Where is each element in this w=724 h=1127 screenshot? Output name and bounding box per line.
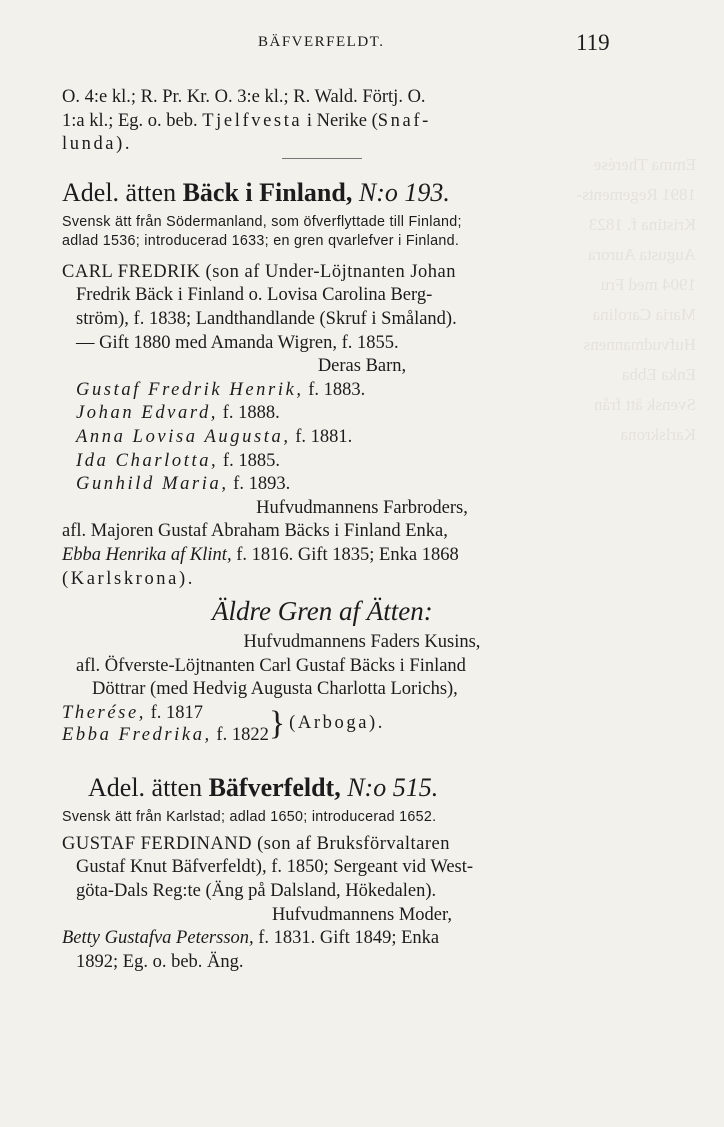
daughters-block [62,702,662,746]
family-ennoblement-back: adlad 1536; introducerad 1633; en gren qvarlefver i Finland. [62,232,460,249]
running-head: BÄFVERFELDT. [258,34,385,50]
children-heading: Deras Barn, [317,356,407,377]
uncle-line-1: afl. Majoren Gustaf Abraham Bäcks i Finland Enka, [62,521,448,542]
intro-line-3: lunda). [62,134,133,155]
cousin-heading: Hufvudmannens Faders Kusins, [243,632,481,653]
mother-heading: Hufvudmannens Moder, [271,904,453,925]
daughters-place: (Arboga). [289,713,385,734]
last-line: 1892; Eg. o. beb. Äng. [76,951,244,972]
uncle-heading: Hufvudmannens Farbroders, [256,497,468,518]
bleed-through-text: Emma Therése 1891 Regements- Kristina f. 1823 Augusta Aurora 1904 med Fru Maria Carolina Hufvudmannens Enka Ebba Svensk ätt från Karlskrona [576,155,696,444]
family-name-back: Bäck i Finland, [182,177,353,207]
page-header [0,30,724,60]
place-name: Tjelfvesta [202,110,303,131]
bio-line-3: ström), f. 1838; Landthandlande (Skruf i Småland). [76,308,457,329]
intro-line-1: O. 4:e kl.; R. Pr. Kr. O. 3:e kl.; R. Wald. Förtj. O. [62,87,426,107]
bio-line-4: — Gift 1880 med Amanda Wigren, f. 1855. [76,332,399,353]
page-number: 119 [576,30,610,55]
mother-line: Betty Gustafva Petersson, f. 1831. Gift 1849; Enka [62,928,440,949]
bio2-line-1: GUSTAF FERDINAND (son af Bruksförvaltaren [62,833,450,854]
uncle-widow-line: Ebba Henrika af Klint, f. 1816. Gift 1835; Enka 1868 [62,544,459,565]
child-item: Gustaf Fredrik Henrik, f. 1883. [76,379,366,400]
bio2-line-3: göta-Dals Reg:te (Äng på Dalsland, Hökedalen). [76,881,437,902]
child-item: Johan Edvard, f. 1888. [76,403,280,424]
page-content [62,86,662,974]
child-item: Ida Charlotta, f. 1885. [76,450,280,471]
daughter-item: Therése, f. 1817 [62,702,204,723]
bio-line-1: CARL FREDRIK (son af Under-Löjtnanten Johan [62,261,456,282]
family-origin-bafverfeldt: Svensk ätt från Karlstad; adlad 1650; introducerad 1652. [62,808,437,825]
family-name-bafverfeldt: Bäfverfeldt, [208,772,341,802]
uncle-line-3: (Karlskrona). [62,568,195,589]
bio-line-2: Fredrik Bäck i Finland o. Lovisa Carolina Berg- [76,285,433,306]
brace-glyph: } [268,704,286,742]
head-of-family-bafverfeldt [62,833,662,904]
cousin-line-1: afl. Öfverste-Löjtnanten Carl Gustaf Bäcks i Finland [76,655,466,676]
older-branch-heading: Äldre Gren af Ätten: [212,596,433,627]
estate-name-start: Snaf- [377,110,431,131]
child-item: Gunhild Maria, f. 1893. [76,474,291,495]
family-origin-back: Svensk ätt från Södermanland, som öfverflyttade till Finland; [62,213,462,230]
section-heading-bafverfeldt: Adel. ätten Bäfverfeldt, N:o 515. [88,772,439,802]
section-heading-back: Adel. ätten Bäck i Finland, N:o 193. [62,177,450,207]
intro-line-2: 1:a kl.; Eg. o. beb. Tjelfvesta i Nerike (Snaf- [62,110,431,131]
head-of-family-back [62,261,662,355]
separator-rule [282,158,362,159]
bio2-line-2: Gustaf Knut Bäfverfeldt), f. 1850; Sergeant vid West- [76,857,474,878]
child-item: Anna Lovisa Augusta, f. 1881. [76,426,353,447]
children-list [62,379,662,497]
cousin-line-2: Döttrar (med Hedvig Augusta Charlotta Lorichs), [92,679,458,700]
daughter-item: Ebba Fredrika, f. 1822 [62,724,269,745]
